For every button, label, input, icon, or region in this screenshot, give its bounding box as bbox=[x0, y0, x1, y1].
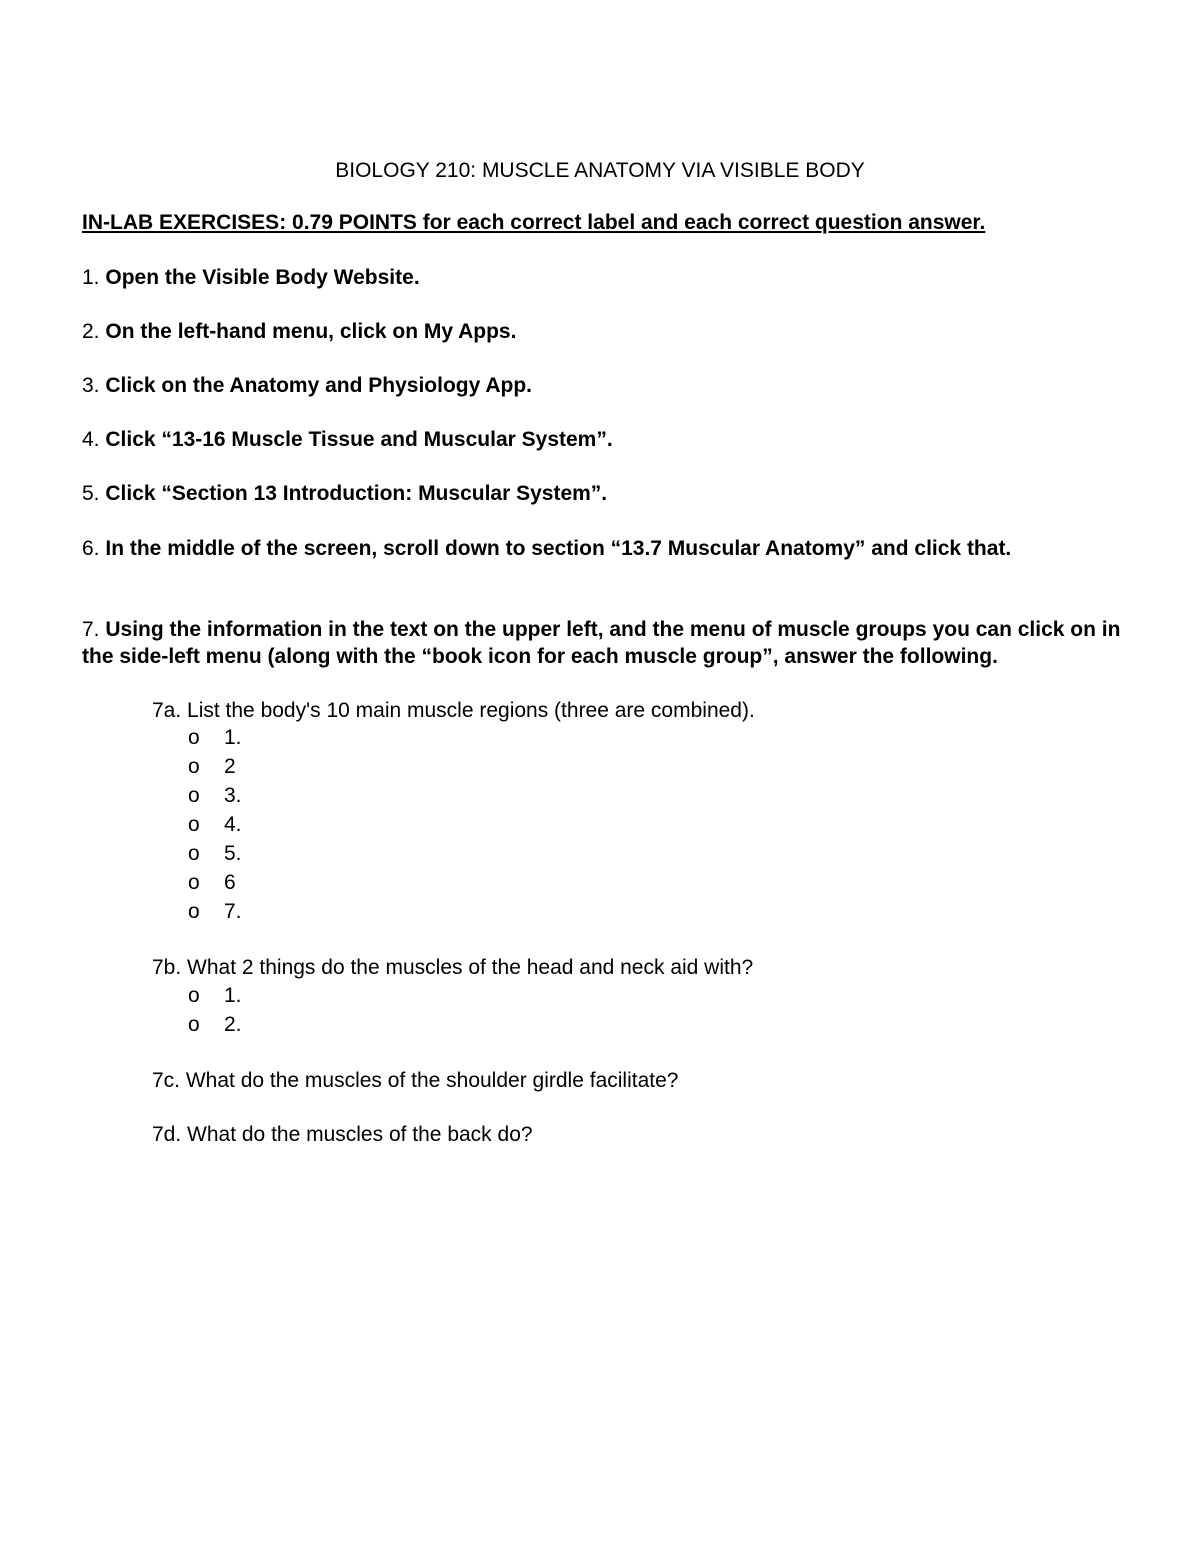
bullet-marker: o bbox=[188, 784, 200, 807]
list-item bbox=[188, 754, 242, 783]
list-item bbox=[188, 1012, 242, 1041]
bullet-marker: o bbox=[188, 842, 200, 865]
step-number: 5. bbox=[82, 482, 100, 505]
answer-slot-label: 5. bbox=[224, 842, 242, 865]
document-title: BIOLOGY 210: MUSCLE ANATOMY VIA VISIBLE BODY bbox=[335, 159, 865, 182]
list-item bbox=[188, 725, 242, 754]
step-text: Click “Section 13 Introduction: Muscular System”. bbox=[105, 482, 608, 505]
step-text: In the middle of the screen, scroll down to section “13.7 Muscular Anatomy” and click that. bbox=[105, 537, 1012, 560]
step-text: Using the information in the text on the upper left, and the menu of muscle groups you can click on in the side-left menu (along with the “book icon for each muscle group”, answer the following. bbox=[82, 618, 1121, 668]
step-7 bbox=[82, 616, 1142, 670]
answer-slot-label: 6 bbox=[224, 871, 236, 894]
list-item bbox=[188, 783, 242, 812]
bullet-marker: o bbox=[188, 755, 200, 778]
question-7b: 7b. What 2 things do the muscles of the head and neck aid with? bbox=[152, 956, 754, 979]
step-number: 1. bbox=[82, 266, 100, 289]
step-number: 3. bbox=[82, 374, 100, 397]
step-number: 7. bbox=[82, 618, 100, 641]
answer-slot-label: 1. bbox=[224, 726, 242, 749]
step-text: On the left-hand menu, click on My Apps. bbox=[105, 320, 517, 343]
list-item bbox=[188, 812, 242, 841]
bullet-marker: o bbox=[188, 871, 200, 894]
step-text: Click on the Anatomy and Physiology App. bbox=[105, 374, 533, 397]
answer-slot-label: 1. bbox=[224, 984, 242, 1007]
question-7d: 7d. What do the muscles of the back do? bbox=[152, 1123, 533, 1146]
step-1 bbox=[82, 264, 1142, 291]
step-text: Click “13-16 Muscle Tissue and Muscular System”. bbox=[105, 428, 613, 451]
bullet-marker: o bbox=[188, 900, 200, 923]
step-5 bbox=[82, 480, 1142, 507]
answer-slot-label: 2. bbox=[224, 1013, 242, 1036]
list-item bbox=[188, 841, 242, 870]
answer-slot-label: 4. bbox=[224, 813, 242, 836]
exercise-subheading: IN-LAB EXERCISES: 0.79 POINTS for each correct label and each correct question answer. bbox=[82, 211, 986, 234]
question-7a: 7a. List the body's 10 main muscle regions (three are combined). bbox=[152, 699, 755, 722]
answer-slot-label: 3. bbox=[224, 784, 242, 807]
answer-list-7a bbox=[188, 725, 242, 928]
list-item bbox=[188, 899, 242, 928]
list-item bbox=[188, 983, 242, 1012]
step-6 bbox=[82, 535, 1142, 562]
bullet-marker: o bbox=[188, 726, 200, 749]
step-number: 4. bbox=[82, 428, 100, 451]
list-item bbox=[188, 870, 242, 899]
step-3 bbox=[82, 372, 1142, 399]
step-2 bbox=[82, 318, 1142, 345]
step-number: 6. bbox=[82, 537, 100, 560]
step-text: Open the Visible Body Website. bbox=[105, 266, 420, 289]
answer-slot-label: 2 bbox=[224, 755, 236, 778]
answer-slot-label: 7. bbox=[224, 900, 242, 923]
step-4 bbox=[82, 426, 1142, 453]
answer-list-7b bbox=[188, 983, 242, 1041]
bullet-marker: o bbox=[188, 813, 200, 836]
question-7c: 7c. What do the muscles of the shoulder girdle facilitate? bbox=[152, 1069, 679, 1092]
step-number: 2. bbox=[82, 320, 100, 343]
bullet-marker: o bbox=[188, 1013, 200, 1036]
bullet-marker: o bbox=[188, 984, 200, 1007]
